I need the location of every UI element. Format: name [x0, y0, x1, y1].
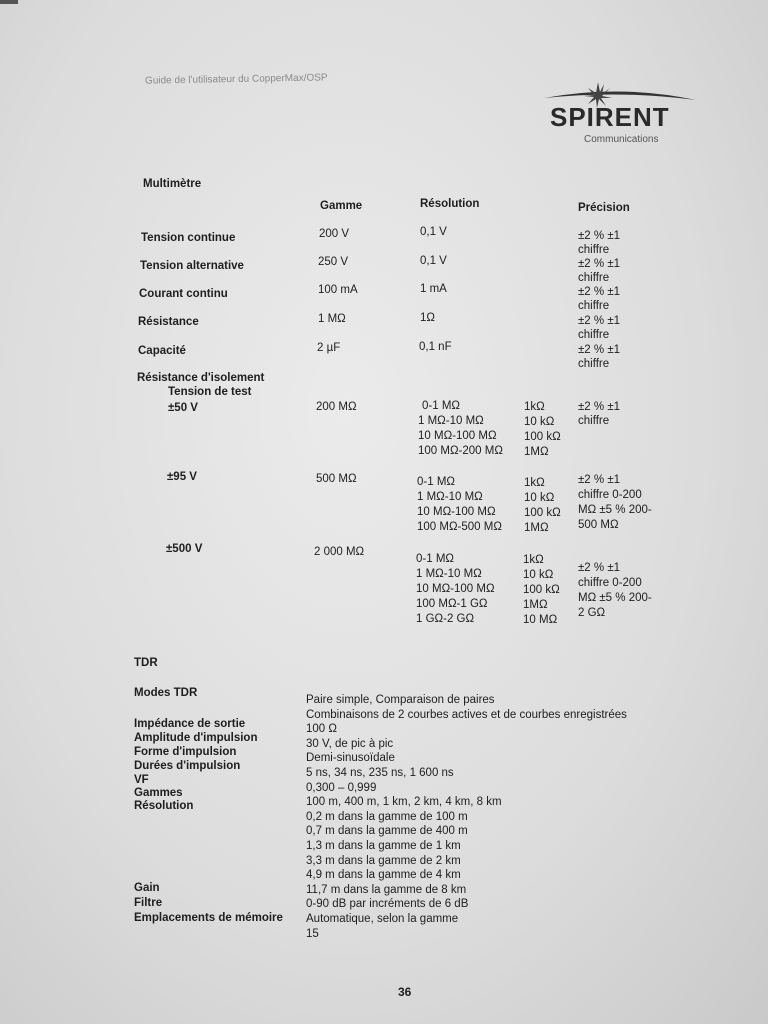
insulation-voltage: ±500 V [166, 543, 203, 555]
multimeter-title: Multimètre [143, 178, 202, 190]
row-resolution: 0,1 V [420, 255, 447, 267]
tdr-values [306, 693, 627, 941]
tdr-value: 1,3 m dans la gamme de 1 km [306, 839, 461, 852]
band-resolution: 10 kΩ [524, 416, 555, 428]
insulation-subtitle: Tension de test [168, 386, 252, 398]
col-resolution-header: Résolution [420, 198, 480, 210]
band-resolution: 100 kΩ [524, 507, 561, 519]
insulation-resolutions [524, 400, 561, 460]
band-resolution: 1kΩ [524, 477, 545, 489]
tdr-label: Amplitude d'impulsion [134, 732, 258, 744]
band-resolution: 10 kΩ [524, 492, 555, 504]
row-label: Tension alternative [140, 260, 244, 272]
row-resolution: 0,1 V [420, 226, 447, 238]
row-label: Courant continu [139, 288, 228, 300]
insulation-bands [418, 399, 503, 459]
tdr-value: 100 m, 400 m, 1 km, 2 km, 4 km, 8 km [306, 796, 502, 809]
insulation-resolutions [524, 476, 561, 536]
band-resolution: 1MΩ [524, 446, 549, 458]
insulation-precision: ±2 % ±1 chiffre 0-200 MΩ ±5 % 200-2 GΩ [578, 562, 652, 619]
insulation-range: 2 000 MΩ [314, 546, 365, 558]
page-number: 36 [398, 985, 412, 999]
row-range: 100 mA [318, 284, 358, 296]
insulation-range: 200 MΩ [316, 401, 357, 413]
row-resolution: 1 mA [420, 283, 447, 295]
tdr-label: Emplacements de mémoire [134, 912, 283, 924]
tdr-value: 0,2 m dans la gamme de 100 m [306, 810, 468, 823]
insulation-bands [417, 475, 502, 535]
insulation-bands [416, 552, 495, 627]
band: 0-1 MΩ [417, 476, 455, 488]
band-resolution: 10 kΩ [523, 569, 554, 581]
tdr-value: 0,300 – 0,999 [306, 781, 377, 794]
tdr-label: Forme d'impulsion [134, 746, 237, 758]
tdr-value: 3,3 m dans la gamme de 2 km [306, 854, 461, 867]
tdr-label: Impédance de sortie [134, 718, 246, 730]
row-label: Résistance [138, 316, 199, 328]
band: 10 MΩ-100 MΩ [418, 430, 497, 442]
logo-brand-text: SPIRENT [550, 102, 670, 132]
tdr-value: 30 V, de pic à pic [306, 737, 394, 750]
insulation-precision: ±2 % ±1 chiffre 0-200 MΩ ±5 % 200-500 MΩ [578, 474, 652, 531]
tdr-label: Filtre [134, 897, 163, 909]
band: 0-1 MΩ [416, 553, 454, 565]
tdr-label: Gain [134, 882, 160, 894]
band: 1 GΩ-2 GΩ [416, 613, 475, 625]
row-range: 250 V [318, 256, 349, 268]
band-resolution: 1kΩ [524, 401, 545, 413]
col-precision-header: Précision [578, 202, 630, 214]
tdr-value: 4,9 m dans la gamme de 4 km [306, 869, 461, 882]
band: 1 MΩ-10 MΩ [417, 491, 483, 503]
band: 100 MΩ-200 MΩ [418, 445, 503, 457]
band-resolution: 10 MΩ [523, 614, 558, 626]
tdr-value: 0-90 dB par incréments de 6 dB [306, 898, 469, 911]
tdr-label: Résolution [134, 800, 194, 812]
row-precision: ±2 % ±1 chiffre [578, 258, 621, 284]
band: 1 MΩ-10 MΩ [416, 568, 482, 580]
tdr-value: 11,7 m dans la gamme de 8 km [306, 883, 467, 896]
tdr-value: Paire simple, Comparaison de paires [306, 694, 495, 706]
row-range: 1 MΩ [318, 313, 346, 325]
tdr-value: Combinaisons de 2 courbes actives et de courbes enregistrées [306, 708, 627, 721]
band: 0-1 MΩ [422, 400, 460, 412]
band-resolution: 100 kΩ [523, 584, 560, 596]
band-resolution: 1MΩ [524, 522, 549, 534]
spirent-logo [540, 70, 700, 150]
band-resolution: 100 kΩ [524, 431, 561, 443]
tdr-title: TDR [134, 657, 158, 669]
band: 100 MΩ-1 GΩ [416, 598, 488, 610]
insulation-title: Résistance d'isolement [137, 372, 265, 384]
insulation-range: 500 MΩ [316, 473, 357, 485]
tdr-label: Gammes [134, 787, 183, 799]
band-resolution: 1kΩ [523, 554, 544, 566]
band: 1 MΩ-10 MΩ [418, 415, 484, 427]
insulation-precision: ±2 % ±1 chiffre [578, 401, 621, 427]
band-resolution: 1MΩ [523, 599, 548, 611]
tdr-value: Automatique, selon la gamme [306, 912, 459, 925]
insulation-resolutions [523, 553, 560, 628]
tdr-label: VF [134, 774, 149, 786]
insulation-voltage: ±95 V [167, 471, 197, 483]
row-range: 2 µF [317, 342, 341, 354]
row-precision: ±2 % ±1 chiffre [578, 344, 621, 370]
tdr-value: 0,7 m dans la gamme de 400 m [306, 825, 468, 838]
tdr-value: 100 Ω [306, 723, 337, 736]
band: 100 MΩ-500 MΩ [417, 521, 502, 533]
tdr-label: Modes TDR [134, 687, 198, 699]
tdr-value: 5 ns, 34 ns, 235 ns, 1 600 ns [306, 766, 454, 779]
row-precision: ±2 % ±1 chiffre [578, 315, 621, 341]
row-resolution: 1Ω [420, 312, 435, 324]
logo-sub-text: Communications [584, 134, 659, 145]
band: 10 MΩ-100 MΩ [417, 506, 496, 518]
row-range: 200 V [319, 228, 350, 240]
tdr-label: Durées d'impulsion [134, 760, 241, 772]
tdr-value: 15 [306, 927, 319, 940]
guide-title: Guide de l'utilisateur du CopperMax/OSP [144, 72, 328, 87]
col-range-header: Gamme [320, 200, 363, 212]
corner-mark [0, 0, 18, 4]
row-resolution: 0,1 nF [419, 341, 452, 353]
row-precision: ±2 % ±1 chiffre [578, 230, 621, 256]
row-label: Capacité [138, 345, 186, 357]
tdr-value: Demi-sinusoïdale [306, 752, 395, 765]
row-label: Tension continue [141, 232, 236, 244]
insulation-voltage: ±50 V [168, 402, 198, 414]
band: 10 MΩ-100 MΩ [416, 583, 495, 595]
row-precision: ±2 % ±1 chiffre [578, 286, 621, 312]
